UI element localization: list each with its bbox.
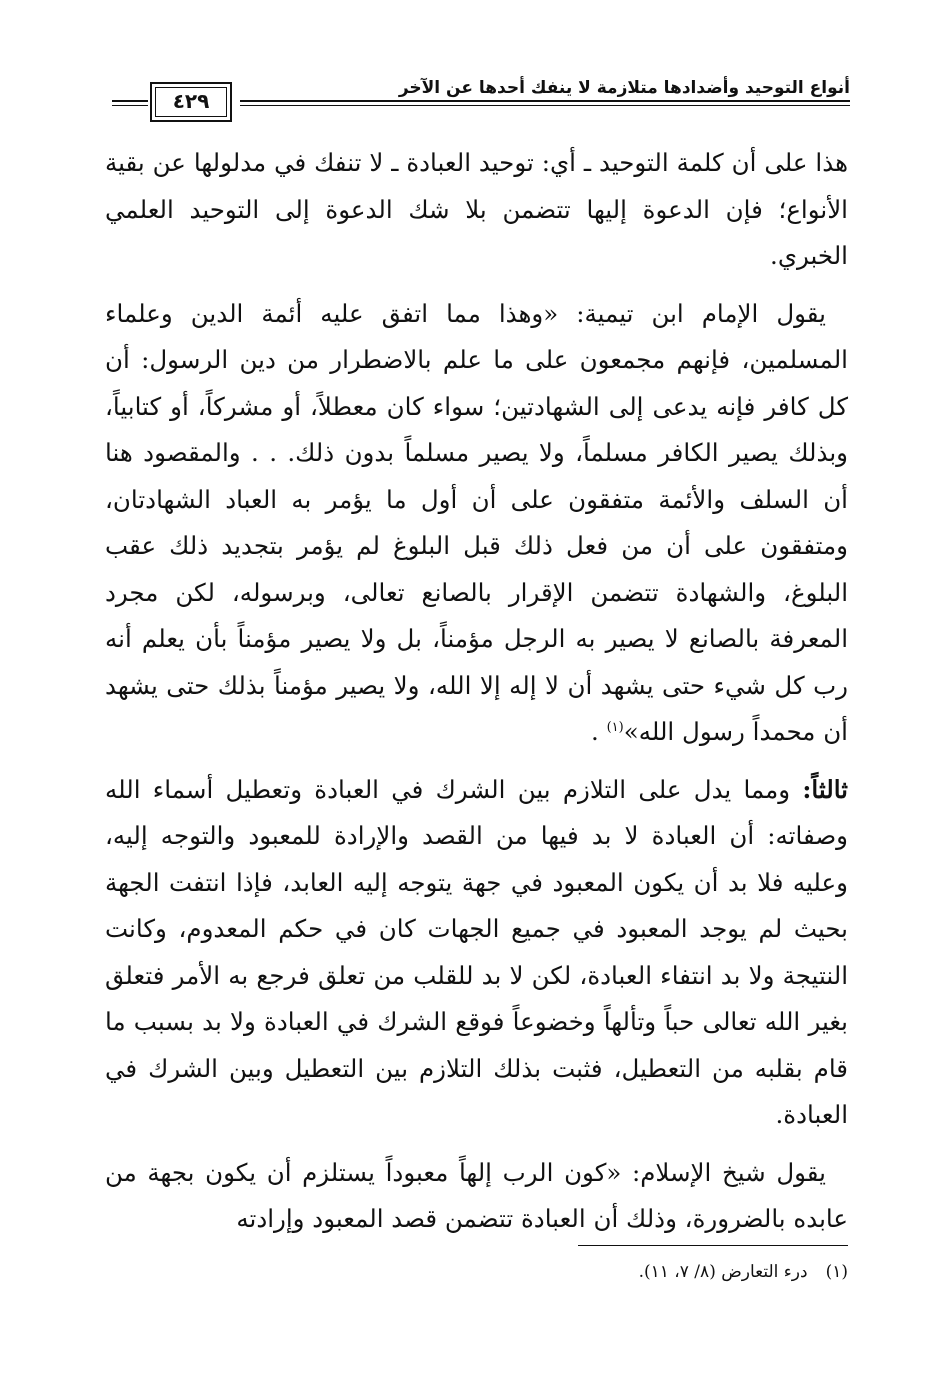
paragraph-4 — [105, 1150, 848, 1243]
footnote-rule — [578, 1245, 848, 1246]
footnote — [639, 1262, 848, 1282]
paragraph-1 — [105, 140, 848, 280]
footnote-reference: (١) — [606, 719, 624, 735]
paragraph-text: هذا على أن كلمة التوحيد ـ أي: توحيد العبادة ـ لا تنفك في مدلولها عن بقية الأنواع؛ فإن الدعوة إليها تتضمن بلا شك الدعوة إلى التوحيد العلمي الخبري. — [105, 148, 848, 270]
page-number: ٤٢٩ — [172, 89, 210, 113]
main-text — [105, 140, 848, 1254]
paragraph-text: يقول الإمام ابن تيمية: «وهذا مما اتفق عليه أئمة الدين وعلماء المسلمين، فإنهم مجمعون على ما علم بالاضطرار من دين الرسول: أن كل كافر فإنه يدعى إلى الشهادتين؛ سواء كان معطلاً، أو مشركاً، أو كتابياً، وبذلك يصير الكافر مسلماً، ولا يصير مسلماً بدون ذلك. . . والمقصود هنا أن السلف والأئمة متفقون على أن أول ما يؤمر به العباد الشهادتان، ومتفقون على أن من فعل ذلك قبل البلوغ لم يؤمر بتجديد ذلك عقب البلوغ، والشهادة تتضمن الإقرار بالصانع تعالى، وبرسوله، لكن مجرد المعرفة بالصانع لا يصير به الرجل مؤمناً، بل ولا يصير مؤمناً بأن يعلم أنه رب كل شيء حتى يشهد أن لا إله إلا الله، ولا يصير مؤمناً بذلك حتى يشهد أن محمداً رسول الله» — [105, 298, 848, 746]
section-lead: ثالثاً: — [802, 774, 848, 804]
footnote-number: (١) — [825, 1262, 848, 1282]
paragraph-3 — [105, 767, 848, 1139]
paragraph-2 — [105, 291, 848, 756]
header-rule-left — [112, 100, 148, 106]
paragraph-tail: . — [591, 717, 607, 746]
running-title: أنواع التوحيد وأضدادها متلازمة لا ينفك أحدها عن الآخر — [398, 78, 850, 98]
paragraph-text: يقول شيخ الإسلام: «كون الرب إلهاً معبوداً يستلزم أن يكون بجهة من عابده بالضرورة، وذلك أن العبادة تتضمن قصد المعبود وإرادته — [105, 1157, 848, 1233]
paragraph-text: ومما يدل على التلازم بين الشرك في العبادة وتعطيل أسماء الله وصفاته: أن العبادة لا بد فيها من القصد والإرادة للمعبود والتوجه إليه، وعليه فلا بد أن يكون المعبود في جهة يتوجه إليه العابد، فإذا انتفت الجهة بحيث لم يوجد المعبود في جميع الجهات كان في حكم المعدوم، وكانت النتيجة ولا بد انتفاء العبادة، لكن لا بد للقلب من تعلق فرجع به الأمر فتعلق بغير الله تعالى حباً وتألهاً وخضوعاً فوقع الشرك في العبادة ولا بد بسبب ما قام بقلبه من التعطيل، فثبت بذلك التلازم بين التعطيل وبين الشرك في العبادة. — [105, 774, 848, 1129]
page-number-box — [150, 82, 232, 122]
page-header — [112, 70, 850, 130]
footnote-text: درء التعارض (٨/ ٧، ١١). — [638, 1262, 808, 1282]
header-rule — [240, 100, 850, 106]
